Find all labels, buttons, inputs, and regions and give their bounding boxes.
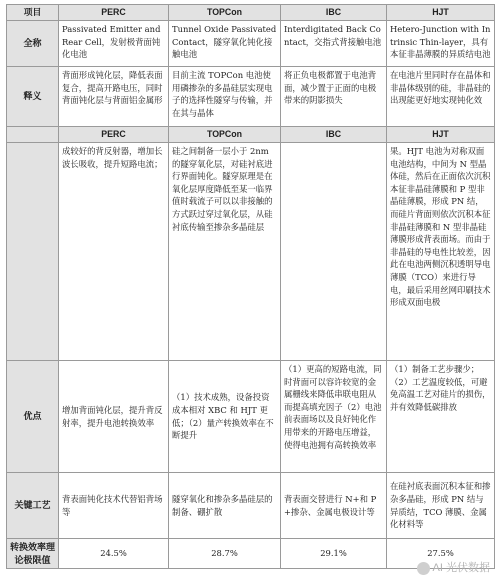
- cell-explanation-ibc-text: 将正负电极都置于电池背面，减少置于正面的电极带来的阴影损失: [284, 70, 377, 106]
- header-repeat-ibc: IBC: [281, 127, 387, 143]
- cell-continued-perc: 成较好的背反射器，增加长波长吸收，提升短路电流；: [59, 143, 169, 361]
- solar-cell-comparison-table: [6, 4, 495, 569]
- cell-efficiency-perc: 24.5%: [59, 539, 169, 569]
- cell-advantages-topcon: （1）技术成熟，设备投资成本相对 XBC 和 HJT 更低；（2）量产转换效率在不断提升: [169, 361, 281, 473]
- watermark: [417, 559, 490, 575]
- row-label-key-process: 关键工艺: [7, 473, 59, 539]
- header-topcon: TOPCon: [169, 5, 281, 21]
- cell-continued-ibc: [281, 143, 387, 361]
- row-label-efficiency: 转换效率理论极限值: [7, 539, 59, 569]
- row-label-explanation: 释义: [7, 67, 59, 127]
- wechat-icon: [417, 562, 430, 575]
- table-row-key-process: [7, 473, 495, 539]
- row-label-continued-blank: [7, 143, 59, 361]
- cell-explanation-hjt-text: 在电池片里同时存在晶体和非晶体级别的硅，非晶硅的出现能更好地实现钝化效: [390, 70, 491, 106]
- cell-key-process-ibc: 背表面交替进行 N+和 P+掺杂、金属电极设计等: [281, 473, 387, 539]
- header-hjt: HJT: [387, 5, 495, 21]
- row-label-advantages: 优点: [7, 361, 59, 473]
- cell-key-process-hjt: 在硅衬底表面沉积本征和掺杂多晶硅，形成 PN 结与异质结，TCO 薄膜、金属化材料等: [387, 473, 495, 539]
- cell-efficiency-topcon: 28.7%: [169, 539, 281, 569]
- cell-explanation-ibc: [281, 67, 387, 127]
- header-repeat-blank: [7, 127, 59, 143]
- header-repeat-topcon: TOPCon: [169, 127, 281, 143]
- cell-full-name-hjt: Hetero-Junction with Intrinsic Thin-layer，具有本征非晶薄膜的异质结电池: [387, 21, 495, 67]
- cell-advantages-ibc: （1）更高的短路电流，同时背面可以容许较宽的金属栅线来降低串联电阻从而提高填充因子（2）电池前表面场以及良好钝化作用带来的开路电压增益，使得电池拥有高转换效率: [281, 361, 387, 473]
- watermark-text: AI 光伏数据: [432, 562, 490, 574]
- row-label-full-name: 全称: [7, 21, 59, 67]
- cell-explanation-topcon: [169, 67, 281, 127]
- cell-explanation-topcon-text: 目前主流 TOPCon 电池使用磷掺杂的多晶硅层实现电子的选择性隧穿与传输，并在其与晶体: [172, 70, 273, 118]
- table-header-row-repeat: [7, 127, 495, 143]
- table-header-row: [7, 5, 495, 21]
- cell-advantages-perc: 增加背面钝化层，提升背反射率，提升电池转换效率: [59, 361, 169, 473]
- table-row-explanation: [7, 67, 495, 127]
- header-item: 项目: [7, 5, 59, 21]
- cell-explanation-hjt: [387, 67, 495, 127]
- cell-explanation-perc-text: 背面形成钝化层，降低表面复合，提高开路电压，同时背面钝化层与背面铝金属形: [62, 70, 163, 106]
- cell-advantages-hjt: （1）制备工艺步骤少；（2）工艺温度较低，可避免高温工艺对硅片的损伤，并有效降低碳排放: [387, 361, 495, 473]
- cell-continued-hjt: 果。HJT 电池为对称双面电池结构，中间为 N 型晶体硅，然后在正面依次沉积本征非晶硅薄膜和 P 型非晶硅薄膜，形成 PN 结，而硅片背面则依次沉积本征非晶硅薄膜和 N 型非晶硅薄膜形成背表面场。而由于非晶硅的导电性比较差，因此在电池两侧沉积透明导电薄膜（TCO）来进行导电，最后采用丝网印刷技术形成双面电极: [387, 143, 495, 361]
- header-repeat-hjt: HJT: [387, 127, 495, 143]
- cell-continued-topcon: 硅之间制备一层小于 2nm 的隧穿氧化层，对硅衬底进行界面钝化。隧穿原理是在氧化层厚度降低至某一临界值时载流子可以以非接触的方式跃过穿过氧化层，从硅衬底传输至掺杂多晶硅层: [169, 143, 281, 361]
- cell-efficiency-ibc: 29.1%: [281, 539, 387, 569]
- header-perc: PERC: [59, 5, 169, 21]
- table-row-explanation-continued: [7, 143, 495, 361]
- cell-key-process-topcon: 隧穿氧化和掺杂多晶硅层的制备、硼扩散: [169, 473, 281, 539]
- header-ibc: IBC: [281, 5, 387, 21]
- cell-full-name-topcon: Tunnel Oxide Passivated Contact，隧穿氧化钝化接触电池: [169, 21, 281, 67]
- cell-full-name-perc: Passivated Emitter and Rear Cell，发射极背面钝化电池: [59, 21, 169, 67]
- table-row-full-name: [7, 21, 495, 67]
- header-repeat-perc: PERC: [59, 127, 169, 143]
- cell-key-process-perc: 背表面钝化技术代替铝背场等: [59, 473, 169, 539]
- cell-full-name-ibc: Interdigitated Back Contact，交指式背接触电池: [281, 21, 387, 67]
- cell-explanation-perc: [59, 67, 169, 127]
- cell-efficiency-hjt: 27.5%: [387, 539, 495, 569]
- table-row-advantages: [7, 361, 495, 473]
